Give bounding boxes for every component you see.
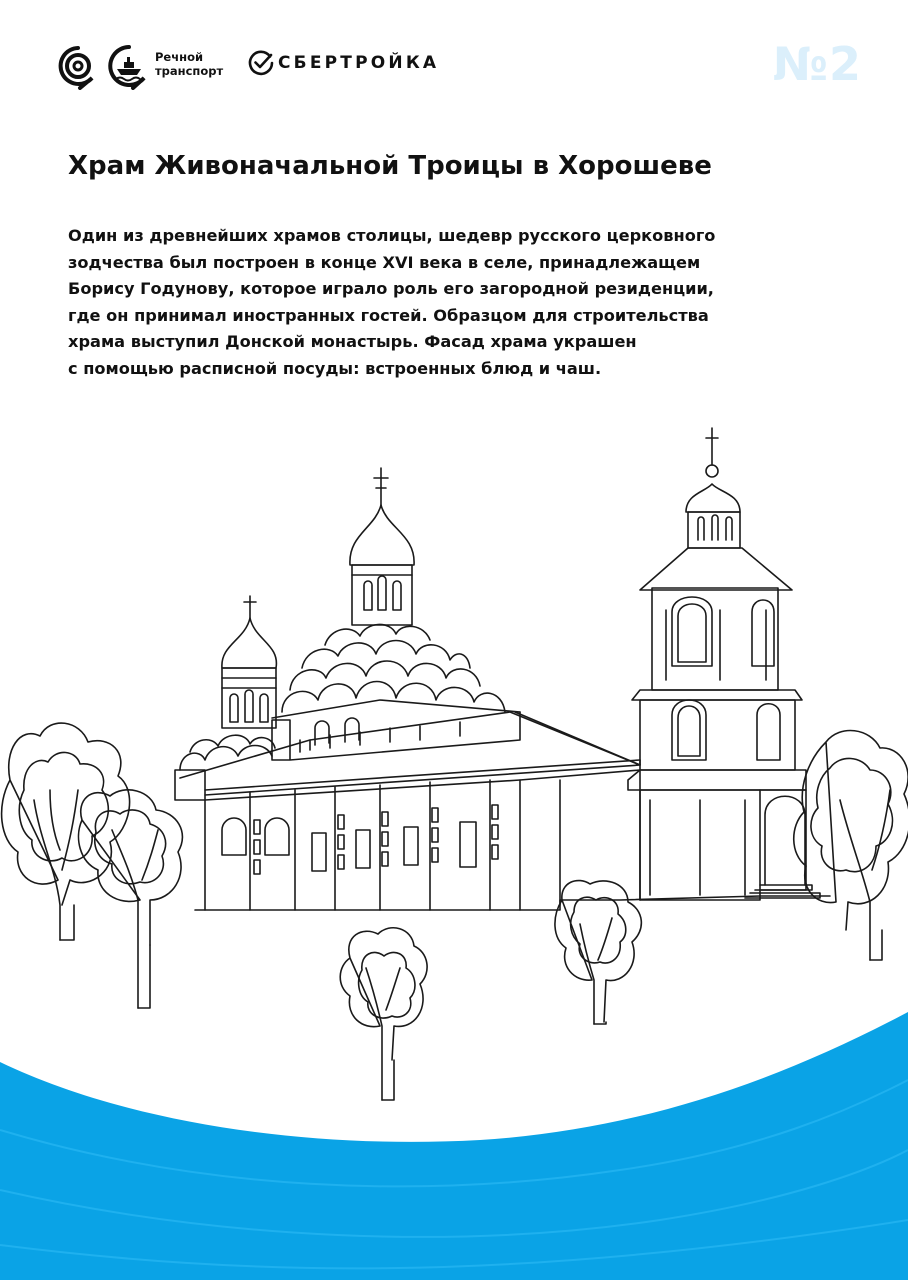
moscow-nine-logo-icon — [56, 44, 100, 90]
description-line: зодчества был построен в конце XVI века в селе, принадлежащем — [68, 252, 701, 272]
church-coloring-illustration — [0, 400, 908, 1280]
river-transport-logo-text — [155, 50, 235, 78]
river-boat-logo-icon — [106, 44, 152, 90]
sber-check-logo-icon — [248, 50, 274, 76]
page-title: Храм Живоначальной Троицы в Хорошеве — [68, 151, 712, 181]
description-line: где он принимал иностранных гостей. Образцом для строительства — [68, 305, 709, 325]
sberstroyka-logo-text: СБЕРТРОЙКА — [278, 53, 440, 73]
description-line: Борису Годунову, которое играло роль его загородной резиденции, — [68, 279, 714, 298]
page-number: №2 — [772, 37, 862, 91]
header — [0, 0, 908, 110]
river-transport-line1: Речной — [155, 50, 204, 64]
river-transport-line2: транспорт — [155, 64, 224, 78]
description-line: храма выступил Донской монастырь. Фасад храма украшен — [68, 332, 637, 351]
description-line: с помощью расписной посуды: встроенных блюд и чаш. — [68, 358, 602, 378]
description-line: Один из древнейших храмов столицы, шедевр русского церковного — [68, 226, 716, 245]
description — [68, 223, 788, 382]
